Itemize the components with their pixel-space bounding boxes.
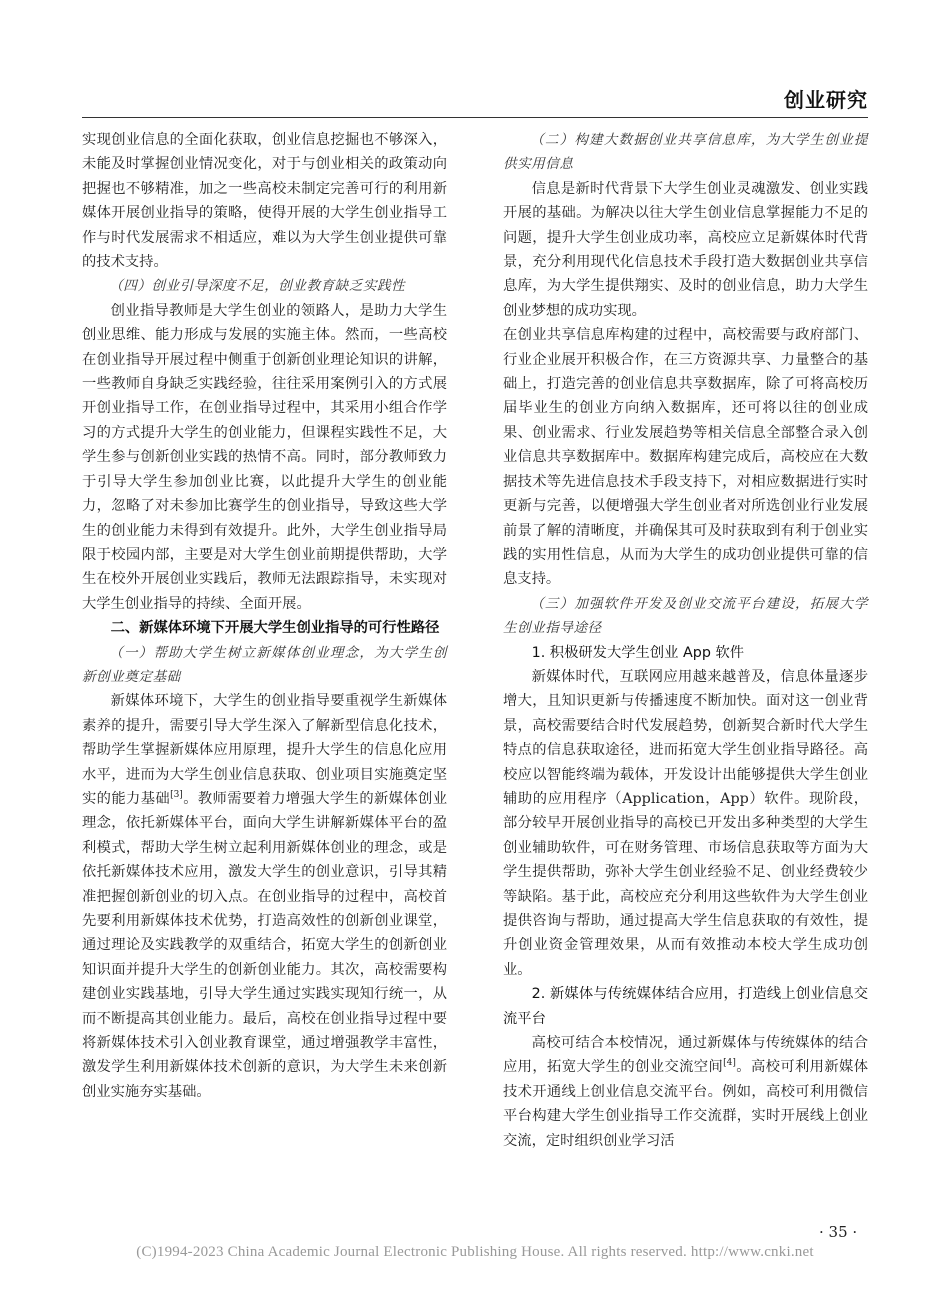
subsection-heading: （一）帮助大学生树立新媒体创业理念，为大学生创新创业奠定基础 — [82, 644, 447, 685]
left-column — [82, 128, 447, 1104]
paragraph — [503, 1031, 868, 1153]
section-heading: 二、新媒体环境下开展大学生创业指导的可行性路径 — [110, 620, 440, 637]
paragraph-text: 。高校可利用新媒体技术开通线上创业信息交流平台。例如，高校可利用微信平台构建大学生创业指导工作交流群，实时开展线上创业交流，定时组织创业学习活 — [503, 1059, 868, 1149]
right-column — [503, 128, 868, 1153]
citation-ref: [4] — [723, 1058, 736, 1069]
page-number: · 35 · — [819, 1223, 858, 1241]
subsection-heading: （四）创业引导深度不足，创业教育缺乏实践性 — [109, 278, 406, 295]
paragraph: 创业指导教师是大学生创业的领路人，是助力大学生创业思维、能力形成与发展的实施主体。然而，一些高校在创业指导开展过程中侧重于创新创业理论知识的讲解，一些教师自身缺乏实践经验，往往采用案例引入的方式展开创业指导工作，在创业指导过程中，其采用小组合作学习的方式提升大学生的创业能力，但课程实践性不足，大学生参与创新创业实践的热情不高。同时，部分教师致力于引导大学生参加创业比赛，以此提升大学生的创业能力，忽略了对未参加比赛学生的创业指导，导致这些大学生的创业能力未得到有效提升。此外，大学生创业指导局限于校园内部，主要是对大学生创业前期提供帮助，大学生在校外开展创业实践后，教师无法跟踪指导，未实现对大学生创业指导的持续、全面开展。 — [82, 302, 447, 612]
section-title: 创业研究 — [784, 88, 868, 112]
numbered-heading: 1. 积极研发大学生创业 App 软件 — [531, 644, 745, 661]
citation-ref: [3] — [170, 790, 183, 801]
header-rule — [82, 117, 868, 118]
paragraph-text: 高校可结合本校情况，通过新媒体与传统媒体的结合应用，拓宽大学生的创业交流空间 — [503, 1035, 868, 1076]
paragraph: 实现创业信息的全面化获取，创业信息挖掘也不够深入，未能及时掌握创业情况变化，对于与创业相关的政策动向把握也不够精准，加之一些高校未制定完善可行的利用新媒体开展创业指导的策略，使得开展的大学生创业指导工作与时代发展需求不相适应，难以为大学生创业提供可靠的技术支持。 — [82, 132, 447, 271]
paragraph: 信息是新时代背景下大学生创业灵魂激发、创业实践开展的基础。为解决以往大学生创业信息掌握能力不足的问题，提升大学生创业成功率，高校应立足新媒体时代背景，充分利用现代化信息技术手段打造大数据创业共享信息库，为大学生提供翔实、及时的创业信息，助力大学生创业梦想的成功实现。 — [503, 180, 868, 319]
copyright-footer: (C)1994-2023 China Academic Journal Electronic Publishing House. All rights reserved. http://www.cnki.net — [136, 1244, 814, 1260]
paragraph-text: 。教师需要着力增强大学生的新媒体创业理念，依托新媒体平台，面向大学生讲解新媒体平台的盈利模式，帮助大学生树立起利用新媒体创业的理念，或是依托新媒体技术应用，激发大学生的创业意识，引导其精准把握创新创业的切入点。在创业指导的过程中，高校首先要利用新媒体技术优势，打造高效性的创新创业课堂，通过理论及实践教学的双重结合，拓宽大学生的创新创业知识面并提升大学生的创新创业能力。其次，高校需要构建创业实践基地，引导大学生通过实践实现知行统一，从而不断提高其创业能力。最后，高校在创业指导过程中要将新媒体技术引入创业教育课堂，通过增强教学丰富性，激发学生利用新媒体技术创新的意识，为大学生未来创新创业实施夯实基础。 — [82, 790, 447, 1100]
paragraph — [82, 689, 447, 1104]
paragraph-text: 新媒体环境下，大学生的创业指导要重视学生新媒体素养的提升，需要引导大学生深入了解新型信息化技术，帮助学生掌握新媒体应用原理，提升大学生的信息化应用水平，进而为大学生创业信息获取、创业项目实施奠定坚实的能力基础 — [82, 693, 447, 807]
numbered-heading: 2. 新媒体与传统媒体结合应用，打造线上创业信息交流平台 — [503, 986, 868, 1027]
subsection-heading: （二）构建大数据创业共享信息库，为大学生创业提供实用信息 — [503, 132, 868, 173]
paragraph: 在创业共享信息库构建的过程中，高校需要与政府部门、行业企业展开积极合作，在三方资源共享、力量整合的基础上，打造完善的创业信息共享数据库，除了可将高校历届毕业生的创业方向纳入数据库，还可将以往的创业成果、创业需求、行业发展趋势等相关信息全部整合录入创业信息共享数据库中。数据库构建完成后，高校应在大数据技术等先进信息技术手段支持下，对相应数据进行实时更新与完善，以便增强大学生创业者对所选创业行业发展前景了解的清晰度，并确保其可及时获取到有利于创业实践的实用性信息，从而为大学生的成功创业提供可靠的信息支持。 — [503, 327, 868, 588]
subsection-heading: （三）加强软件开发及创业交流平台建设，拓展大学生创业指导途径 — [503, 595, 868, 637]
paragraph: 新媒体时代，互联网应用越来越普及，信息体量逐步增大，且知识更新与传播速度不断加快。面对这一创业背景，高校需要结合时代发展趋势，创新契合新时代大学生特点的信息获取途径，进而拓宽大学生创业指导路径。高校应以智能终端为载体，开发设计出能够提供大学生创业辅助的应用程序（Application，App）软件。现阶段，部分较早开展创业指导的高校已开发出多种类型的大学生创业辅助软件，可在财务管理、市场信息获取等方面为大学生提供帮助，弥补大学生创业经验不足、创业经费较少等缺陷。基于此，高校应充分利用这些软件为大学生创业提供咨询与帮助，通过提高大学生信息获取的有效性，提升创业资金管理效果，从而有效推动本校大学生成功创业。 — [503, 668, 868, 978]
